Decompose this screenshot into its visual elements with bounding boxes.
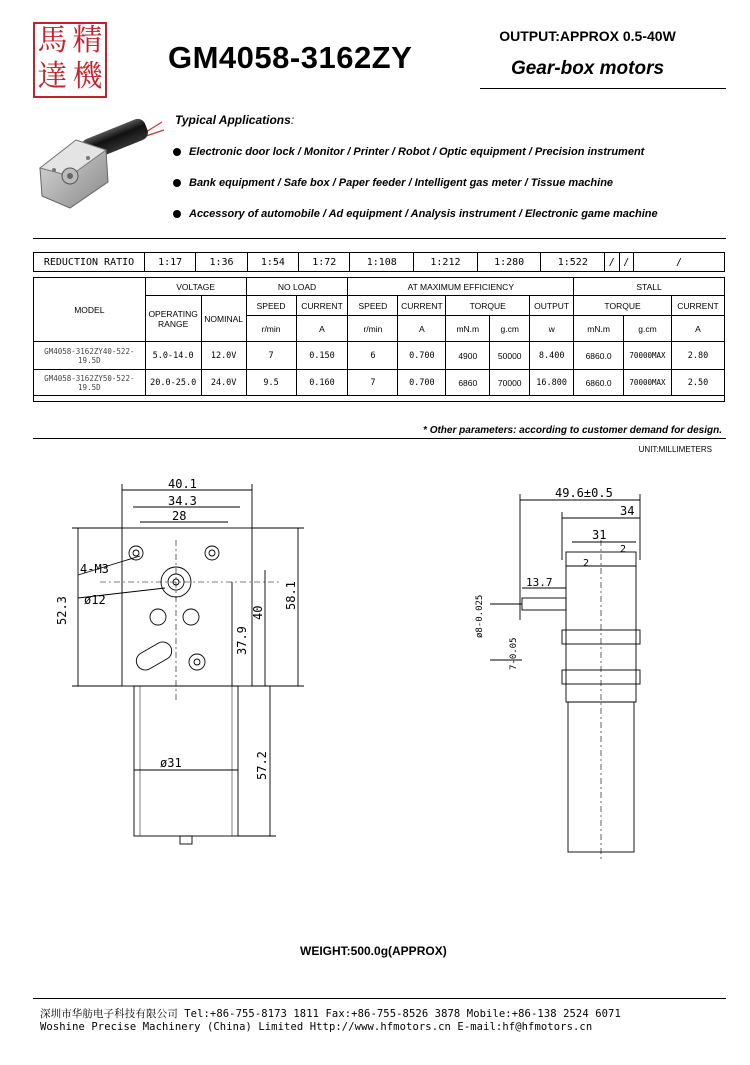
footer-contact-line: 深圳市华舫电子科技有限公司 Tel:+86-755-8173 1811 Fax:+86-755-8526 3878 Mobile:+86-138 2524 6071 [40, 1008, 621, 1020]
output-cell: 16.800 [530, 370, 574, 396]
ratio-value: / [605, 253, 619, 272]
speed-cell: 7 [348, 370, 398, 396]
model-title: GM4058-3162ZY [168, 40, 413, 75]
torque-cell: 70000MAX [624, 370, 672, 396]
unit-cell: A [296, 316, 348, 342]
application-item: Electronic door lock / Monitor / Printer / Robot / Optic equipment / Precision instrument [173, 146, 644, 158]
current-cell: 2.50 [671, 370, 724, 396]
dimension-label: 52.3 [55, 596, 69, 625]
dimension-label: 37.9 [235, 626, 249, 655]
current-header: CURRENT [671, 296, 724, 316]
range-cell: 20.0-25.0 [145, 370, 201, 396]
note-rule [33, 438, 726, 439]
speed-cell: 7 [246, 342, 296, 370]
speed-cell: 6 [348, 342, 398, 370]
current-cell: 2.80 [671, 342, 724, 370]
front-view-drawing [40, 470, 340, 870]
bullet-icon [173, 210, 181, 218]
dimension-label: 4-M3 [80, 562, 109, 576]
reduction-ratio-table [33, 252, 725, 272]
stall-header: STALL [574, 278, 725, 296]
bullet-icon [173, 148, 181, 156]
product-subtitle: Gear-box motors [510, 58, 665, 79]
application-item: Bank equipment / Safe box / Paper feeder / Intelligent gas meter / Tissue machine [173, 177, 613, 189]
logo-char: 達 [37, 59, 68, 94]
unit-label: UNIT:MILLIMETERS [638, 445, 712, 454]
footer-rule [33, 998, 726, 999]
current-cell: 0.700 [398, 342, 446, 370]
nominal-cell: 12.0V [201, 342, 246, 370]
no-load-header: NO LOAD [246, 278, 348, 296]
ratio-value: 1:108 [350, 253, 414, 272]
spec-table [33, 277, 725, 402]
current-cell: 0.150 [296, 342, 348, 370]
ratio-value: 1:212 [414, 253, 478, 272]
table-row [34, 342, 725, 370]
unit-cell: g.cm [624, 316, 672, 342]
ratio-value: 1:280 [477, 253, 541, 272]
motor-outline [134, 686, 238, 836]
ratio-value: 1:54 [247, 253, 298, 272]
operating-range-header: OPERATING RANGE [145, 296, 201, 342]
model-cell: GM4058-3162ZY50-522-19.5D [34, 370, 146, 396]
unit-cell: mN.m [446, 316, 490, 342]
ratio-value: 1:522 [541, 253, 605, 272]
torque-cell: 6860 [446, 370, 490, 396]
dimension-label: 2 [583, 558, 590, 569]
logo-char: 機 [72, 59, 103, 94]
current-cell: 0.700 [398, 370, 446, 396]
company-logo [33, 22, 107, 98]
dimension-label: 31 [592, 528, 607, 542]
speed-cell: 9.5 [246, 370, 296, 396]
ratio-value: / [619, 253, 633, 272]
logo-char: 馬 [37, 23, 68, 58]
dimension-label: ø8-0.025 [475, 594, 485, 638]
torque-cell: 6860.0 [574, 370, 624, 396]
torque-cell: 70000MAX [624, 342, 672, 370]
applications-title: Typical Applications: [175, 113, 295, 127]
bullet-icon [173, 179, 181, 187]
dimension-label: 57.2 [255, 751, 269, 780]
dimension-label: ø31 [160, 756, 182, 770]
output-power: OUTPUT:APPROX 0.5-40W [499, 28, 676, 44]
gearbox-outline [122, 528, 252, 686]
unit-cell: mN.m [574, 316, 624, 342]
dimension-label: 13.7 [526, 576, 553, 589]
current-header: CURRENT [398, 296, 446, 316]
unit-cell: A [671, 316, 724, 342]
side-view-drawing [460, 480, 680, 870]
unit-cell: w [530, 316, 574, 342]
ratio-value: 1:72 [299, 253, 350, 272]
dimension-label: 34.3 [168, 494, 197, 508]
dimension-label: 58.1 [284, 581, 298, 610]
torque-cell: 50000 [490, 342, 530, 370]
torque-cell: 6860.0 [574, 342, 624, 370]
model-header: MODEL [34, 278, 146, 342]
voltage-header: VOLTAGE [145, 278, 246, 296]
design-note: * Other parameters: according to customer demand for design. [423, 425, 722, 436]
output-header: OUTPUT [530, 296, 574, 316]
unit-cell: r/min [246, 316, 296, 342]
range-cell: 5.0-14.0 [145, 342, 201, 370]
unit-cell: A [398, 316, 446, 342]
current-header: CURRENT [296, 296, 348, 316]
dimension-label: 40.1 [168, 477, 197, 491]
speed-header: SPEED [348, 296, 398, 316]
ratio-value: 1:17 [145, 253, 196, 272]
footer-company-line: Woshine Precise Machinery (China) Limited Http://www.hfmotors.cn E-mail:hf@hfmotors.cn [40, 1021, 593, 1033]
nominal-header: NOMINAL [201, 296, 246, 342]
ratio-label: REDUCTION RATIO [34, 253, 145, 272]
motor-photo [36, 110, 166, 210]
section-rule [33, 238, 726, 239]
header-rule [480, 88, 726, 89]
current-cell: 0.160 [296, 370, 348, 396]
unit-cell: g.cm [490, 316, 530, 342]
table-row [34, 370, 725, 396]
unit-cell: r/min [348, 316, 398, 342]
application-item: Accessory of automobile / Ad equipment / Analysis instrument / Electronic game machine [173, 208, 658, 220]
dimension-label: 40 [251, 605, 265, 620]
output-cell: 8.400 [530, 342, 574, 370]
torque-header: TORQUE [446, 296, 530, 316]
ratio-value: 1:36 [196, 253, 247, 272]
dimension-label: ø12 [84, 593, 106, 607]
nominal-cell: 24.0V [201, 370, 246, 396]
torque-cell: 4900 [446, 342, 490, 370]
dimension-label: 49.6±0.5 [555, 486, 613, 500]
model-cell: GM4058-3162ZY40-522-19.5D [34, 342, 146, 370]
torque-cell: 70000 [490, 370, 530, 396]
dimension-label: 7-0.05 [509, 637, 519, 670]
max-eff-header: AT MAXIMUM EFFICIENCY [348, 278, 574, 296]
dimension-label: 2 [620, 544, 627, 555]
torque-header: TORQUE [574, 296, 672, 316]
ratio-value: / [634, 253, 725, 272]
dimension-label: 28 [172, 509, 187, 523]
dimension-label: 34 [620, 504, 635, 518]
logo-char: 精 [72, 23, 103, 58]
speed-header: SPEED [246, 296, 296, 316]
weight-label: WEIGHT:500.0g(APPROX) [300, 944, 447, 958]
